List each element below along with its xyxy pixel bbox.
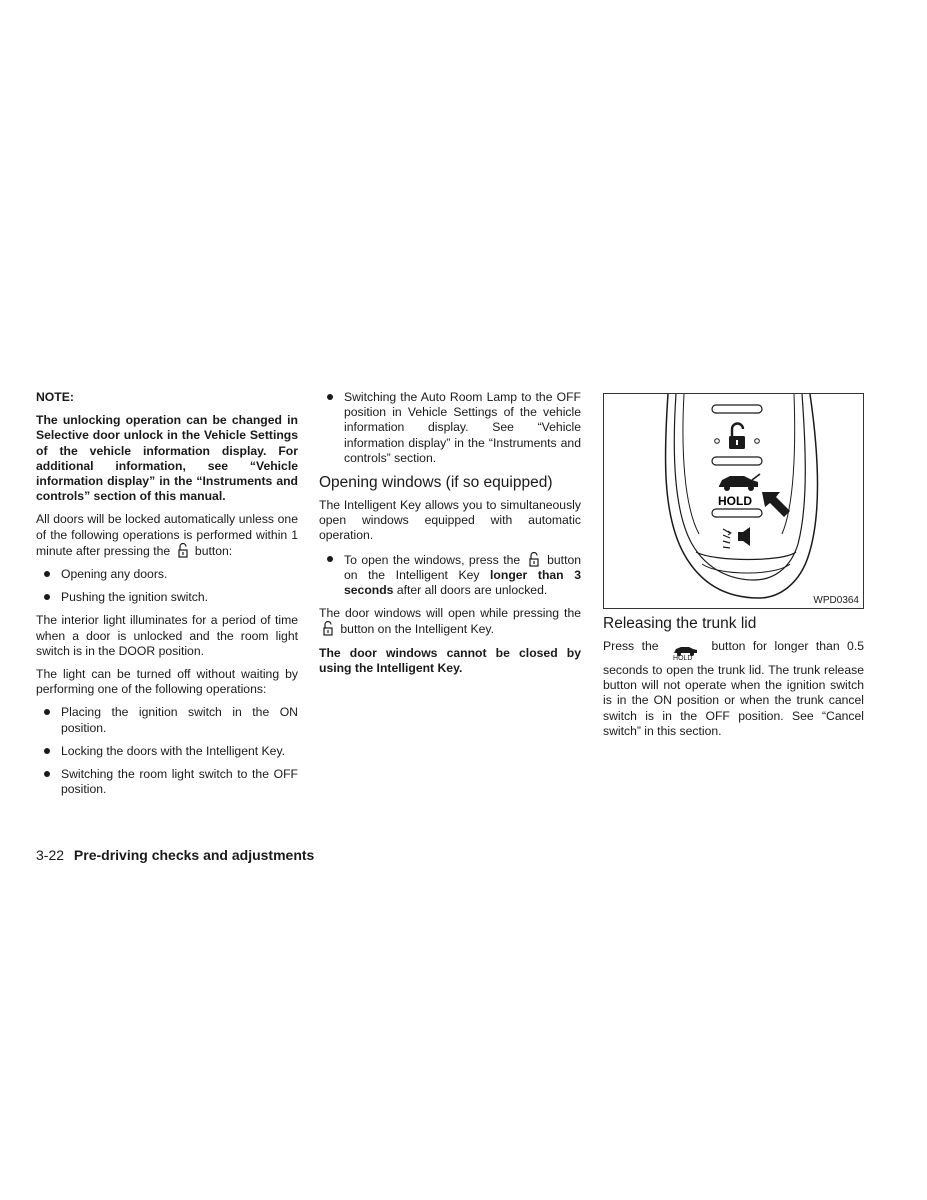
trunk-text-end: button for longer than 0.5 seconds to open the trunk lid. The trunk release button will not operate when the ignition switch is in the ON position or when the trunk cancel switch is in the OFF position. See “Cancel switch” in this section. bbox=[603, 639, 864, 738]
bullet-text: after all doors are unlocked. bbox=[396, 583, 548, 598]
unlock-key-icon bbox=[323, 621, 333, 636]
unlock-key-icon bbox=[178, 543, 188, 558]
note-body: The unlocking operation can be changed in Selective door unlock in the Vehicle Settings of the vehicle information display. For additional information, see “Vehicle information display” in the “Instruments and controls” section of this manual. bbox=[36, 413, 298, 504]
bullet-list-2 bbox=[36, 705, 298, 797]
open-text: The door windows will open while pressing the bbox=[319, 606, 581, 621]
list-item: Locking the doors with the Intelligent Key. bbox=[36, 744, 298, 759]
section-title: Pre-driving checks and adjustments bbox=[73, 847, 315, 863]
page-number: 3-22 bbox=[36, 847, 65, 863]
auto-lock-paragraph bbox=[36, 512, 298, 559]
key-hold-label: HOLD bbox=[718, 494, 752, 508]
page-footer bbox=[36, 847, 314, 863]
trunk-paragraph bbox=[603, 639, 864, 739]
press-arrow-icon bbox=[762, 492, 790, 517]
auto-lock-text: All doors will be locked automatically unless one of the following operations is performed within 1 minute after pressing the bbox=[36, 512, 298, 558]
bullet-bold-text: longer than 3 seconds bbox=[344, 567, 581, 598]
list-item: Placing the ignition switch in the ON position. bbox=[36, 705, 298, 735]
open-text-end: button on the Intelligent Key. bbox=[340, 622, 494, 637]
interior-light-paragraph: The interior light illuminates for a period of time when a door is unlocked and the room light switch is in the DOOR position. bbox=[36, 613, 298, 658]
note-heading: NOTE: bbox=[36, 390, 74, 404]
trunk-text: Press the bbox=[603, 639, 659, 653]
list-item: Opening any doors. bbox=[36, 567, 298, 582]
unlock-key-icon bbox=[529, 552, 539, 567]
list-item: Switching the room light switch to the OFF position. bbox=[36, 767, 298, 797]
section-heading-windows: Opening windows (if so equipped) bbox=[319, 474, 553, 492]
intelligent-key-illustration bbox=[604, 394, 863, 608]
bullet-text: button on the Intelligent Key bbox=[344, 552, 582, 582]
bullet-list-top bbox=[319, 390, 581, 466]
list-item: Switching the Auto Room Lamp to the OFF position in Vehicle Settings of the vehicle information display. See “Vehicle information display” in the “Instruments and controls” section. bbox=[319, 390, 581, 466]
windows-intro: The Intelligent Key allows you to simultaneously open windows equipped with automatic operation. bbox=[319, 498, 581, 543]
icon-hold-label: HOLD bbox=[673, 655, 693, 662]
intelligent-key-figure bbox=[603, 393, 864, 609]
figure-code: WPD0364 bbox=[813, 595, 859, 606]
list-item bbox=[319, 552, 581, 599]
column-middle bbox=[319, 390, 581, 684]
turn-off-paragraph: The light can be turned off without waiting by performing one of the following operations: bbox=[36, 667, 298, 697]
trunk-hold-icon bbox=[672, 645, 698, 663]
padlock-open-icon bbox=[715, 424, 760, 450]
section-heading-trunk: Releasing the trunk lid bbox=[603, 615, 757, 632]
list-item: Pushing the ignition switch. bbox=[36, 590, 298, 605]
windows-open-paragraph bbox=[319, 606, 581, 637]
bullet-list-1 bbox=[36, 567, 298, 605]
car-trunk-icon bbox=[719, 474, 760, 491]
windows-warning: The door windows cannot be closed by using the Intelligent Key. bbox=[319, 645, 581, 675]
column-right bbox=[603, 390, 864, 747]
bullet-text: To open the windows, press the bbox=[344, 552, 521, 567]
panic-horn-icon bbox=[723, 527, 750, 548]
auto-lock-text-end: button: bbox=[194, 543, 233, 558]
bullet-list-windows bbox=[319, 552, 581, 599]
column-left bbox=[36, 390, 298, 805]
